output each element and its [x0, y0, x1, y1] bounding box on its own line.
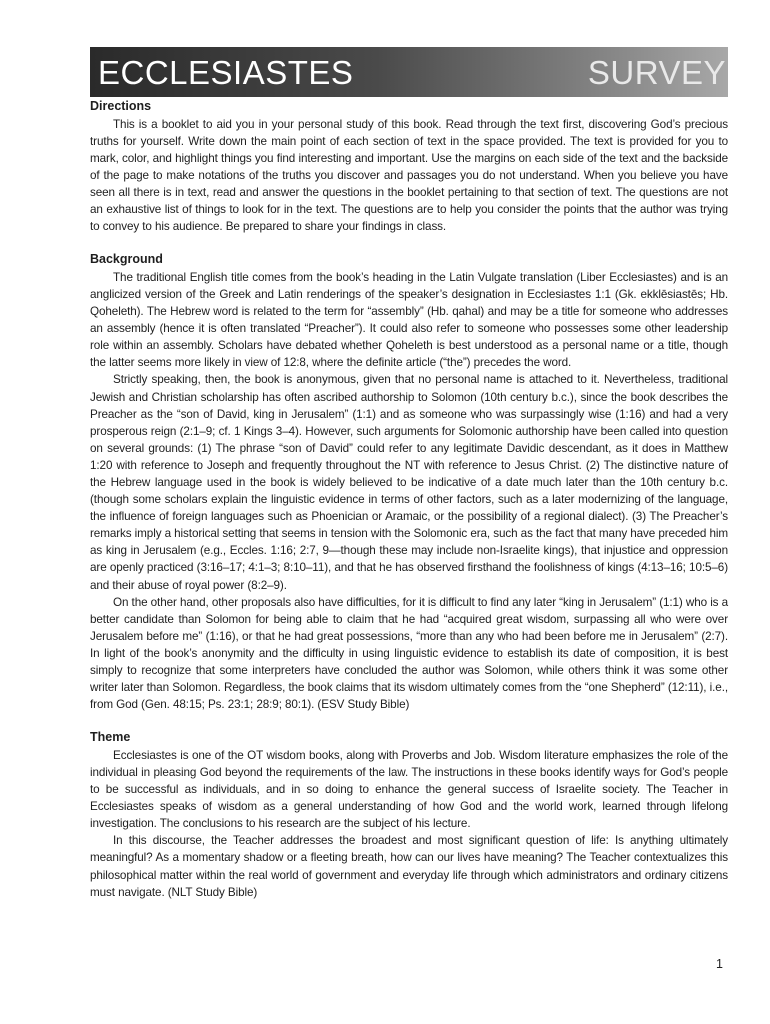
section-heading: Theme [90, 730, 131, 745]
paragraph: On the other hand, other proposals also have difficulties, for it is difficult to find any later “king in Jerusalem” (1:1) who is a better candidate than Solomon for being able to claim that he had “acquired great wisdom, surpassing all who were over Jerusalem before me” (1:16), or that he had great possessions, “more than any who had been before me in Jerusalem” (2:7). In light of the book’s anonymity and the difficulty in using linguistic evidence to establish its date of composition, it is best simply to recognize that some interpreters have concluded the author was Solomon, while others think it was some other writer later than Solomon. Regardless, the book claims that its wisdom ultimately comes from the “one Shepherd” (12:11), i.e., from God (Gen. 48:15; Ps. 23:1; 28:9; 80:1). (ESV Study Bible) [90, 595, 728, 712]
survey-label: SURVEY [587, 54, 726, 91]
paragraph: In this discourse, the Teacher addresses the broadest and most significant question of life: Is anything ultimately meaningful? As a momentary shadow or a fleeting breath, how can our lives have meaning? The Teacher contextualizes this philosophical matter within the real world of government and everyday life through which administrators and ordinary citizens must navigate. (NLT Study Bible) [90, 834, 728, 899]
paragraph: Ecclesiastes is one of the OT wisdom books, along with Proverbs and Job. Wisdom literature emphasizes the role of the individual in pleasing God beyond the requirements of the law. The instructions in these books identify ways for God’s people to be successful as individuals, and in so doing to enhance the general success of Israelite society. The Teacher in Ecclesiastes speaks of wisdom as a general understanding of how God and the world work, learned through lifelong investigation. The conclusions to his research are the subject of his lecture. [90, 748, 728, 831]
paragraph: This is a booklet to aid you in your personal study of this book. Read through the text first, discovering God’s precious truths for yourself. Write down the main point of each section of text in the space provided. The text is provided for you to mark, color, and highlight things you find interesting and important. Use the margins on each side of the text and the backside of the page to make notations of the truths you discover and passages you do not understand. When you believe you have seen all there is in text, read and answer the questions in the booklet pertaining to that section of text. The questions are not an exhaustive list of things to look for in the text. The questions are to help you consider the points that the author was trying to convey to his audience. Be prepared to share your findings in class. [90, 117, 728, 234]
section-background [90, 251, 728, 713]
section-directions [90, 98, 728, 235]
section-heading: Directions [90, 99, 152, 113]
paragraph: The traditional English title comes from the book’s heading in the Latin Vulgate translation (Liber Ecclesiastes) and is an anglicized version of the Greek and Latin renderings of the speaker’s designation in Ecclesiastes 1:1 (Gk. ekklēsiastēs; Hb. Qoheleth). The Hebrew word is related to the term for “assembly” (Hb. qahal) and may be a title for someone who addresses an assembly (hence it is often translated “Preacher”). It could also refer to someone who possesses some other leadership role within an assembly. Scholars have debated whether Qoheleth is best understood as a personal name or a title, though the latter seems more likely in view of 12:8, where the definite article (“the”) precedes the word. [90, 270, 728, 370]
section-heading: Background [90, 252, 163, 267]
document-title: ECCLESIASTES [98, 54, 354, 91]
title-banner [90, 47, 728, 97]
page-number: 1 [716, 957, 723, 971]
paragraph: Strictly speaking, then, the book is anonymous, given that no personal name is attached to it. Nevertheless, traditional Jewish and Christian scholarship has often ascribed authorship to Solomon (10th century b.c.), since the book describes the Preacher as the “son of David, king in Jerusalem” (1:1) and as someone who was surpassingly wise (1:16) and had a very prosperous reign (2:1–9; cf. 1 Kings 3–4). However, such arguments for Solomonic authorship have been called into question on several grounds: (1) The phrase “son of David” could refer to any legitimate Davidic descendant, as it does in Matthew 1:20 with reference to Joseph and frequently throughout the NT with reference to Jesus Christ. (2) The distinctive nature of the Hebrew language used in the book is widely believed to be indicative of a date much later than the 10th century b.c. (though some scholars explain the linguistic evidence in terms of other factors, such as a later modernizing of the language, the influence of foreign languages such as Phoenician or Aramaic, or the possibility of a regional dialect). (3) The Preacher’s remarks imply a historical setting that seems in tension with the Solomonic era, such as the fact that many have preceded him as king in Jerusalem (e.g., Eccles. 1:16; 2:7, 9—though these may include non-Israelite kings), that injustice and oppression are openly practiced (3:16–17; 4:1–3; 8:10–11), and that he has observed firsthand the foolishness of kings (4:13–16; 10:5–6) and their abuse of royal power (8:2–9). [90, 373, 728, 592]
document-body [90, 98, 728, 901]
section-theme [90, 729, 728, 900]
